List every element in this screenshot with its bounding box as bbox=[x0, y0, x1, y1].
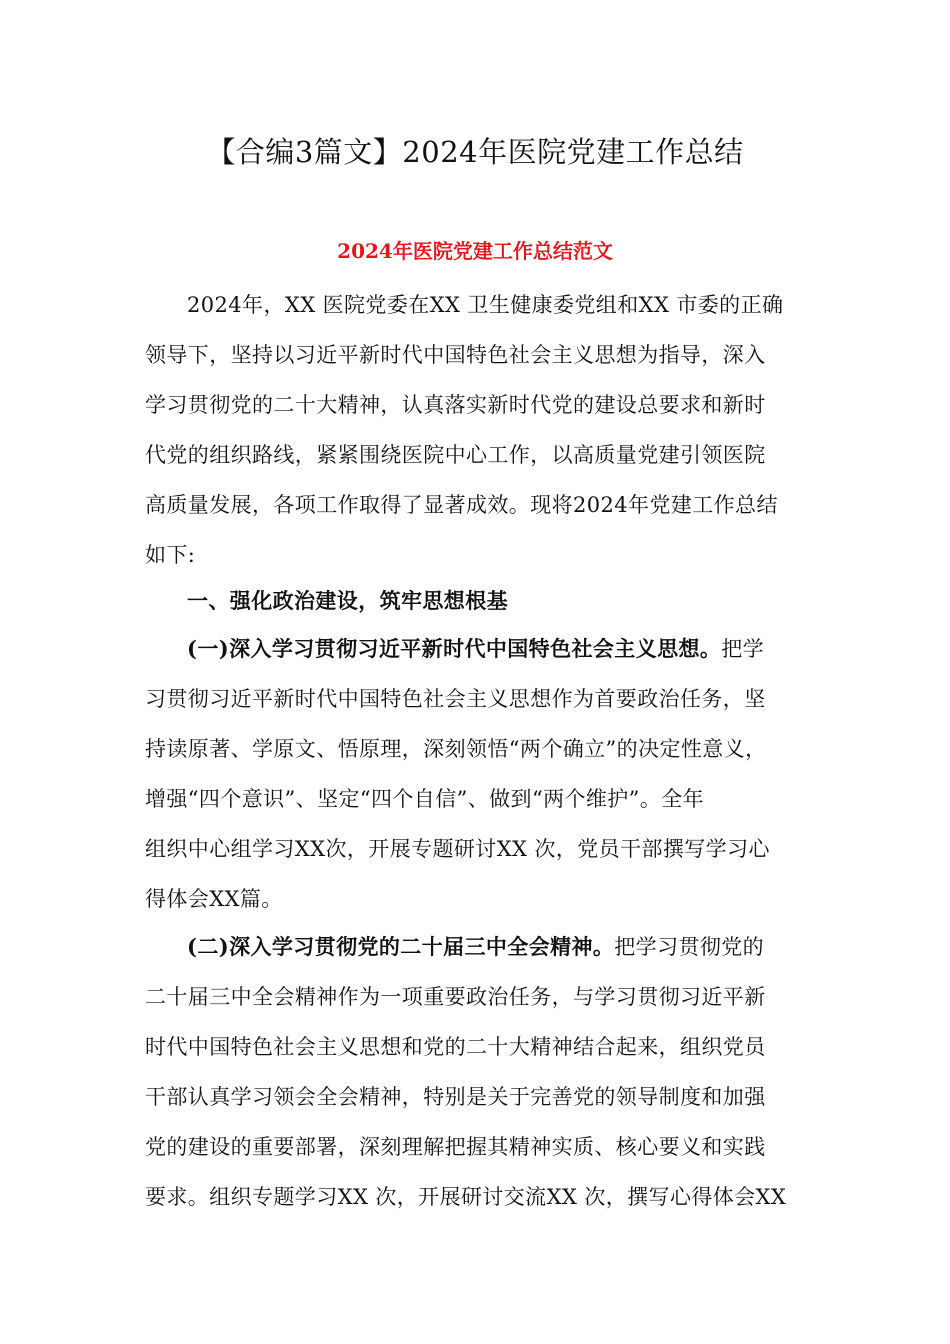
item-2-line: 党的建设的重要部署，深刻理解把握其精神实质、核心要义和实践 bbox=[145, 1135, 766, 1159]
item-1-line: 习贯彻习近平新时代中国特色社会主义思想作为首要政治任务，坚 bbox=[145, 687, 766, 711]
item-1-line: 组织中心组学习XX次，开展专题研讨XX 次，党员干部撰写学习心 bbox=[145, 837, 770, 861]
item-2-line: 要求。组织专题学习XX 次，开展研讨交流XX 次，撰写心得体会XX bbox=[145, 1185, 787, 1209]
item-2-line: 二十届三中全会精神作为一项重要政治任务，与学习贯彻习近平新 bbox=[145, 985, 766, 1009]
item-2-first-line bbox=[145, 922, 817, 972]
item-2-lead-rest: 把学习贯彻党的 bbox=[614, 935, 765, 959]
intro-line: 如下: bbox=[145, 543, 196, 567]
intro-line: 领导下，坚持以习近平新时代中国特色社会主义思想为指导，深入 bbox=[145, 343, 766, 367]
intro-line: 代党的组织路线，紧紧围绕医院中心工作，以高质量党建引领医院 bbox=[145, 443, 766, 467]
item-1-line: 增强“四个意识”、坚定“四个自信”、做到“两个维护”。全年 bbox=[145, 787, 705, 811]
item-2-lead: (二)深入学习贯彻党的二十届三中全会精神。 bbox=[187, 934, 615, 959]
item-1-paragraph bbox=[145, 624, 817, 924]
intro-paragraph bbox=[145, 280, 817, 580]
heading-1-text: 一、强化政治建设，筑牢思想根基 bbox=[187, 588, 508, 613]
item-1-first-line bbox=[145, 624, 817, 674]
heading-1 bbox=[145, 576, 817, 626]
section-title: 2024年医院党建工作总结范文 bbox=[337, 239, 613, 263]
intro-line: 2024年，XX 医院党委在XX 卫生健康委党组和XX 市委的正确 bbox=[187, 293, 784, 317]
item-2-line: 时代中国特色社会主义思想和党的二十大精神结合起来，组织党员 bbox=[145, 1035, 766, 1059]
intro-line: 高质量发展，各项工作取得了显著成效。现将2024年党建工作总结 bbox=[145, 493, 778, 517]
item-2-paragraph bbox=[145, 922, 817, 1222]
item-1-line: 得体会XX篇。 bbox=[145, 887, 283, 911]
intro-line: 学习贯彻党的二十大精神，认真落实新时代党的建设总要求和新时 bbox=[145, 393, 766, 417]
document-title: 【合编3篇文】2024年医院党建工作总结 bbox=[206, 135, 744, 169]
item-1-lead-rest: 把学 bbox=[721, 637, 765, 661]
item-2-line: 干部认真学习领会全会精神，特别是关于完善党的领导制度和加强 bbox=[145, 1085, 766, 1109]
item-1-line: 持读原著、学原文、悟原理，深刻领悟“两个确立”的决定性意义， bbox=[145, 737, 767, 761]
item-1-lead: (一)深入学习贯彻习近平新时代中国特色社会主义思想。 bbox=[187, 636, 722, 661]
